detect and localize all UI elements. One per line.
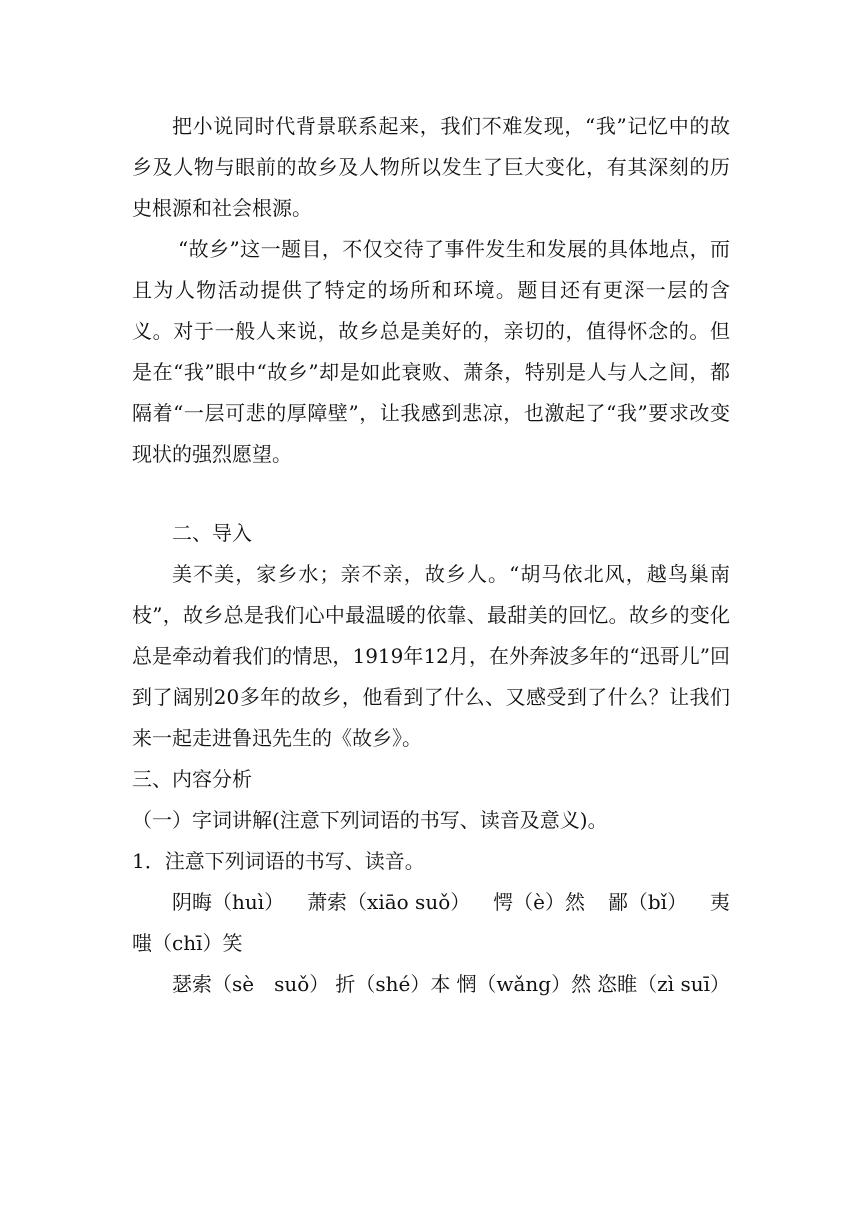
vocab-word: 折（shé）本 [335,972,451,996]
document-body [132,106,730,1005]
vocab-word: 瑟索（sè suǒ） [172,972,330,996]
section-heading-intro: 二、导入 [172,521,252,545]
vocab-word: 萧索（xiāo suǒ） [307,890,471,914]
sub-heading-vocabulary: （一）字词讲解(注意下列词语的书写、读音及意义)。 [132,808,608,832]
vocab-row-1-continuation: 嗤（chī）笑 [132,931,243,955]
list-item-vocabulary-1: 1．注意下列词语的书写、读音。 [132,849,425,873]
paragraph-title-meaning: “故乡”这一题目，不仅交待了事件发生和发展的具体地点，而且为人物活动提供了特定的场所和环境。题目还有更深一层的含义。对于一般人来说，故乡总是美好的，亲切的，值得怀念的。但是在“我”眼中“故乡”却是如此衰败、萧条，特别是人与人之间，都隔着“一层可悲的厚障壁”，让我感到悲凉，也激起了“我”要求改变现状的强烈愿望。 [132,237,730,466]
paragraph-intro: 美不美，家乡水；亲不亲，故乡人。“胡马依北风，越鸟巢南枝”，故乡总是我们心中最温暖的依靠、最甜美的回忆。故乡的变化总是牵动着我们的情思，1919年12月，在外奔波多年的“迅哥儿”回到了阔别20多年的故乡，他看到了什么、又感受到了什么？让我们来一起走进鲁迅先生的《故乡》。 [132,562,730,750]
vocab-row-2 [132,964,730,1005]
vocab-word: 愕（è）然 [493,890,585,914]
vocab-word: 阴晦（huì） [172,890,285,914]
vocab-word: 夷 [709,890,730,914]
blank-line [132,475,730,513]
paragraph-background: 把小说同时代背景联系起来，我们不难发现，“我”记忆中的故乡及人物与眼前的故乡及人物所以发生了巨大变化，有其深刻的历史根源和社会根源。 [132,114,730,220]
vocab-word: 惘（wǎng）然 [456,972,592,996]
vocab-word: 鄙（bǐ） [607,890,688,914]
vocab-row-1 [132,882,730,923]
section-heading-analysis: 三、内容分析 [132,767,252,791]
vocab-word: 恣睢（zì suī） [597,972,730,996]
